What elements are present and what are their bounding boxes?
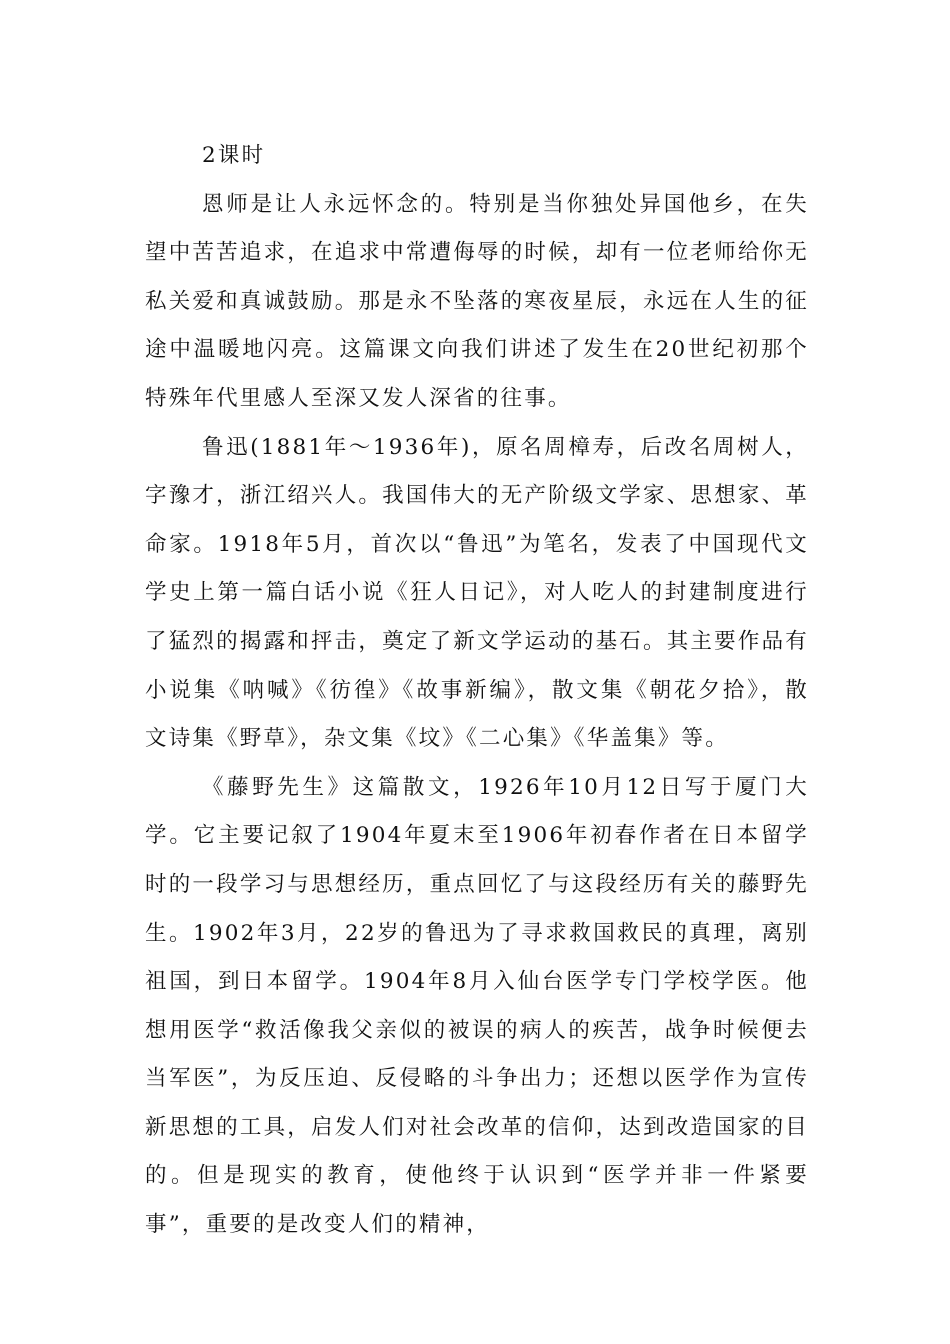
paragraph-author-bio: 鲁迅(1881年～1936年)，原名周樟寿，后改名周树人，字豫才，浙江绍兴人。我国伟大的无产阶级文学家、思想家、革命家。1918年5月，首次以“鲁迅”为笔名，发表了中国现代文学史上第一篇白话小说《狂人日记》，对人吃人的封建制度进行了猛烈的揭露和抨击，奠定了新文学运动的基石。其主要作品有小说集《呐喊》《彷徨》《故事新编》，散文集《朝花夕拾》，散文诗集《野草》，杂文集《坟》《二心集》《华盖集》等。: [145, 434, 809, 752]
document-body: [145, 132, 809, 1250]
paragraph-intro: 恩师是让人永远怀念的。特别是当你独处异国他乡，在失望中苦苦追求，在追求中常遭侮辱的时候，却有一位老师给你无私关爱和真诚鼓励。那是永不坠落的寒夜星辰，永远在人生的征途中温暖地闪亮。这篇课文向我们讲述了发生在20世纪初那个特殊年代里感人至深又发人深省的往事。: [145, 191, 809, 411]
section-heading: 2课时: [202, 143, 266, 168]
paragraph-essay-background: 《藤野先生》这篇散文，1926年10月12日写于厦门大学。它主要记叙了1904年夏末至1906年初春作者在日本留学时的一段学习与思想经历，重点回忆了与这段经历有关的藤野先生。1902年3月，22岁的鲁迅为了寻求救国救民的真理，离别祖国，到日本留学。1904年8月入仙台医学专门学校学医。他想用医学“救活像我父亲似的被误的病人的疾苦，战争时候便去当军医”，为反压迫、反侵略的斗争出力；还想以医学作为宣传新思想的工具，启发人们对社会改革的信仰，达到改造国家的目的。但是现实的教育，使他终于认识到“医学并非一件紧要事”，重要的是改变人们的精神，: [145, 774, 809, 1238]
